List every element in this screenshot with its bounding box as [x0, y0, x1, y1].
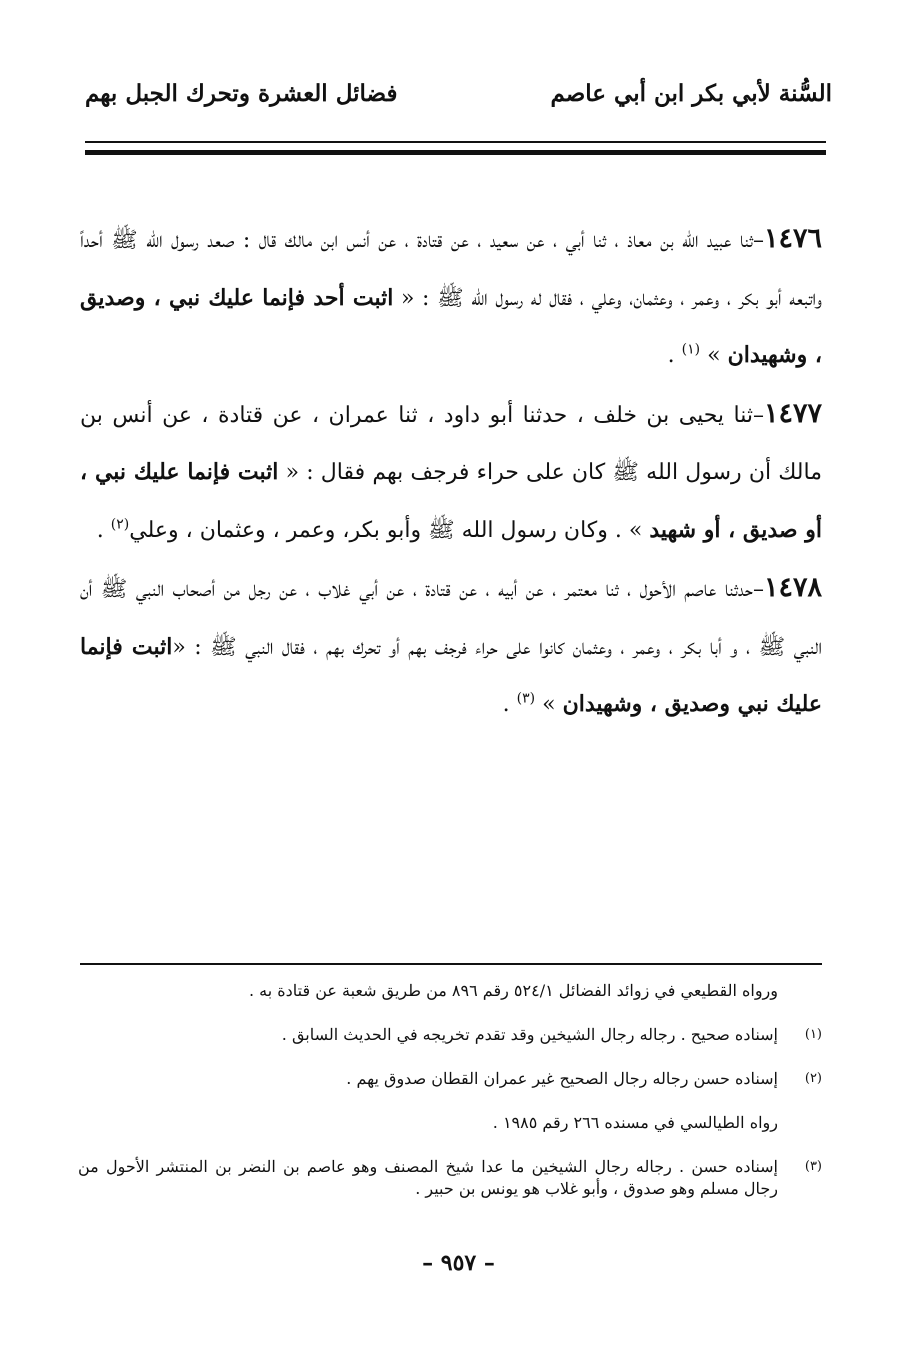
footnote-ref: (١) [681, 341, 701, 358]
hadith-closing: » [707, 343, 728, 368]
footnote-text [78, 1068, 778, 1134]
footnote-mark: (٣) [804, 1159, 822, 1174]
footnote-line: رواه الطيالسي في مسنده ٢٦٦ رقم ١٩٨٥ . [492, 1113, 778, 1132]
footnote-ref: (٣) [516, 690, 536, 707]
footnote-item [78, 1024, 822, 1046]
hadith-closing: » . وكان رسول الله ﷺ وأبو بكر، وعمر ، وعثمان ، وعلي [129, 517, 650, 543]
hadith-closing: » [542, 692, 563, 717]
hadith-matn: اثبت فإنما عليك نبي وصديق ، وشهيدان [80, 633, 822, 717]
hadith-isnad: –حدثنا عاصم الأحول ، ثنا معتمر ، عن أبيه ، عن قتادة ، عن أبي غلاب ، عن رجل من أصحاب النبي ﷺ أن النبي ﷺ ، و أبا بكر ، وعمر ، وعثمان كانوا على حراء فرجف بهم أو تحرك بهم ، فقال النبي ﷺ : « [80, 577, 822, 660]
footnote-text [78, 1024, 778, 1046]
footnote-line: إسناده صحيح . رجاله رجال الشيخين وقد تقدم تخريجه في الحديث السابق . [281, 1025, 778, 1044]
main-text [80, 210, 822, 734]
hadith-end: . [502, 692, 517, 717]
hadith-isnad: –ثنا يحيى بن خلف ، حدثنا أبو داود ، ثنا عمران ، عن قتادة ، عن أنس بن مالك أن رسول الله ﷺ كان على حراء فرجف بهم فقال : « [80, 402, 822, 485]
page-number: – ٩٥٧ – [422, 1250, 495, 1276]
hadith-end: . [96, 517, 111, 543]
footnote-item [78, 1068, 822, 1134]
header-book-title: السُّنة لأبي بكر ابن أبي عاصم [550, 79, 832, 107]
footnote-mark: (١) [804, 1027, 822, 1042]
hadith-1477 [80, 385, 822, 560]
footnote-text [78, 980, 778, 1002]
hadith-number: ١٤٧٧ [763, 397, 822, 429]
footnote-rule [80, 963, 822, 965]
header-rule-thick [85, 150, 826, 155]
footnote-item [78, 980, 822, 1002]
footnote-mark: (٢) [804, 1071, 822, 1086]
footnote-line: إسناده حسن رجاله رجال الصحيح غير عمران القطان صدوق يهم . [346, 1069, 778, 1088]
hadith-1478 [80, 559, 822, 734]
hadith-1476 [80, 210, 822, 385]
hadith-matn: اثبت أحد فإنما عليك نبي ، وصديق ، وشهيدان [80, 284, 822, 368]
footnotes [78, 980, 822, 1222]
hadith-isnad: –ثنا عبيد الله بن معاذ ، ثنا أبي ، عن سعيد ، عن قتادة ، عن أنس ابن مالك قال : صعد رسول الله ﷺ أحداً واتبعه أبو بكر ، وعمر ، وعثمان، وعلي ، فقال له رسول الله ﷺ : « [80, 228, 822, 311]
footnote-ref: (٢) [110, 516, 130, 533]
footnote-line: إسناده حسن . رجاله رجال الشيخين ما عدا شيخ المصنف وهو عاصم بن النضر بن المنتشر الأحول من رجال مسلم وهو صدوق ، وأبو غلاب هو يونس بن حبير . [78, 1157, 779, 1198]
footnote-item [78, 1156, 822, 1200]
running-header [85, 70, 832, 116]
footnote-text [78, 1156, 778, 1200]
hadith-number: ١٤٧٨ [763, 572, 822, 603]
hadith-end: . [667, 343, 682, 368]
hadith-number: ١٤٧٦ [763, 223, 822, 254]
hadith-matn: اثبت فإنما عليك نبي ، أو صديق ، أو شهيد [80, 459, 822, 543]
header-rule-thin [85, 141, 826, 143]
footnote-line: ورواه القطيعي في زوائد الفضائل ٥٢٤/١ رقم ٨٩٦ من طريق شعبة عن قتادة به . [248, 981, 778, 1000]
header-chapter-title: فضائل العشرة وتحرك الجبل بهم [85, 79, 398, 107]
